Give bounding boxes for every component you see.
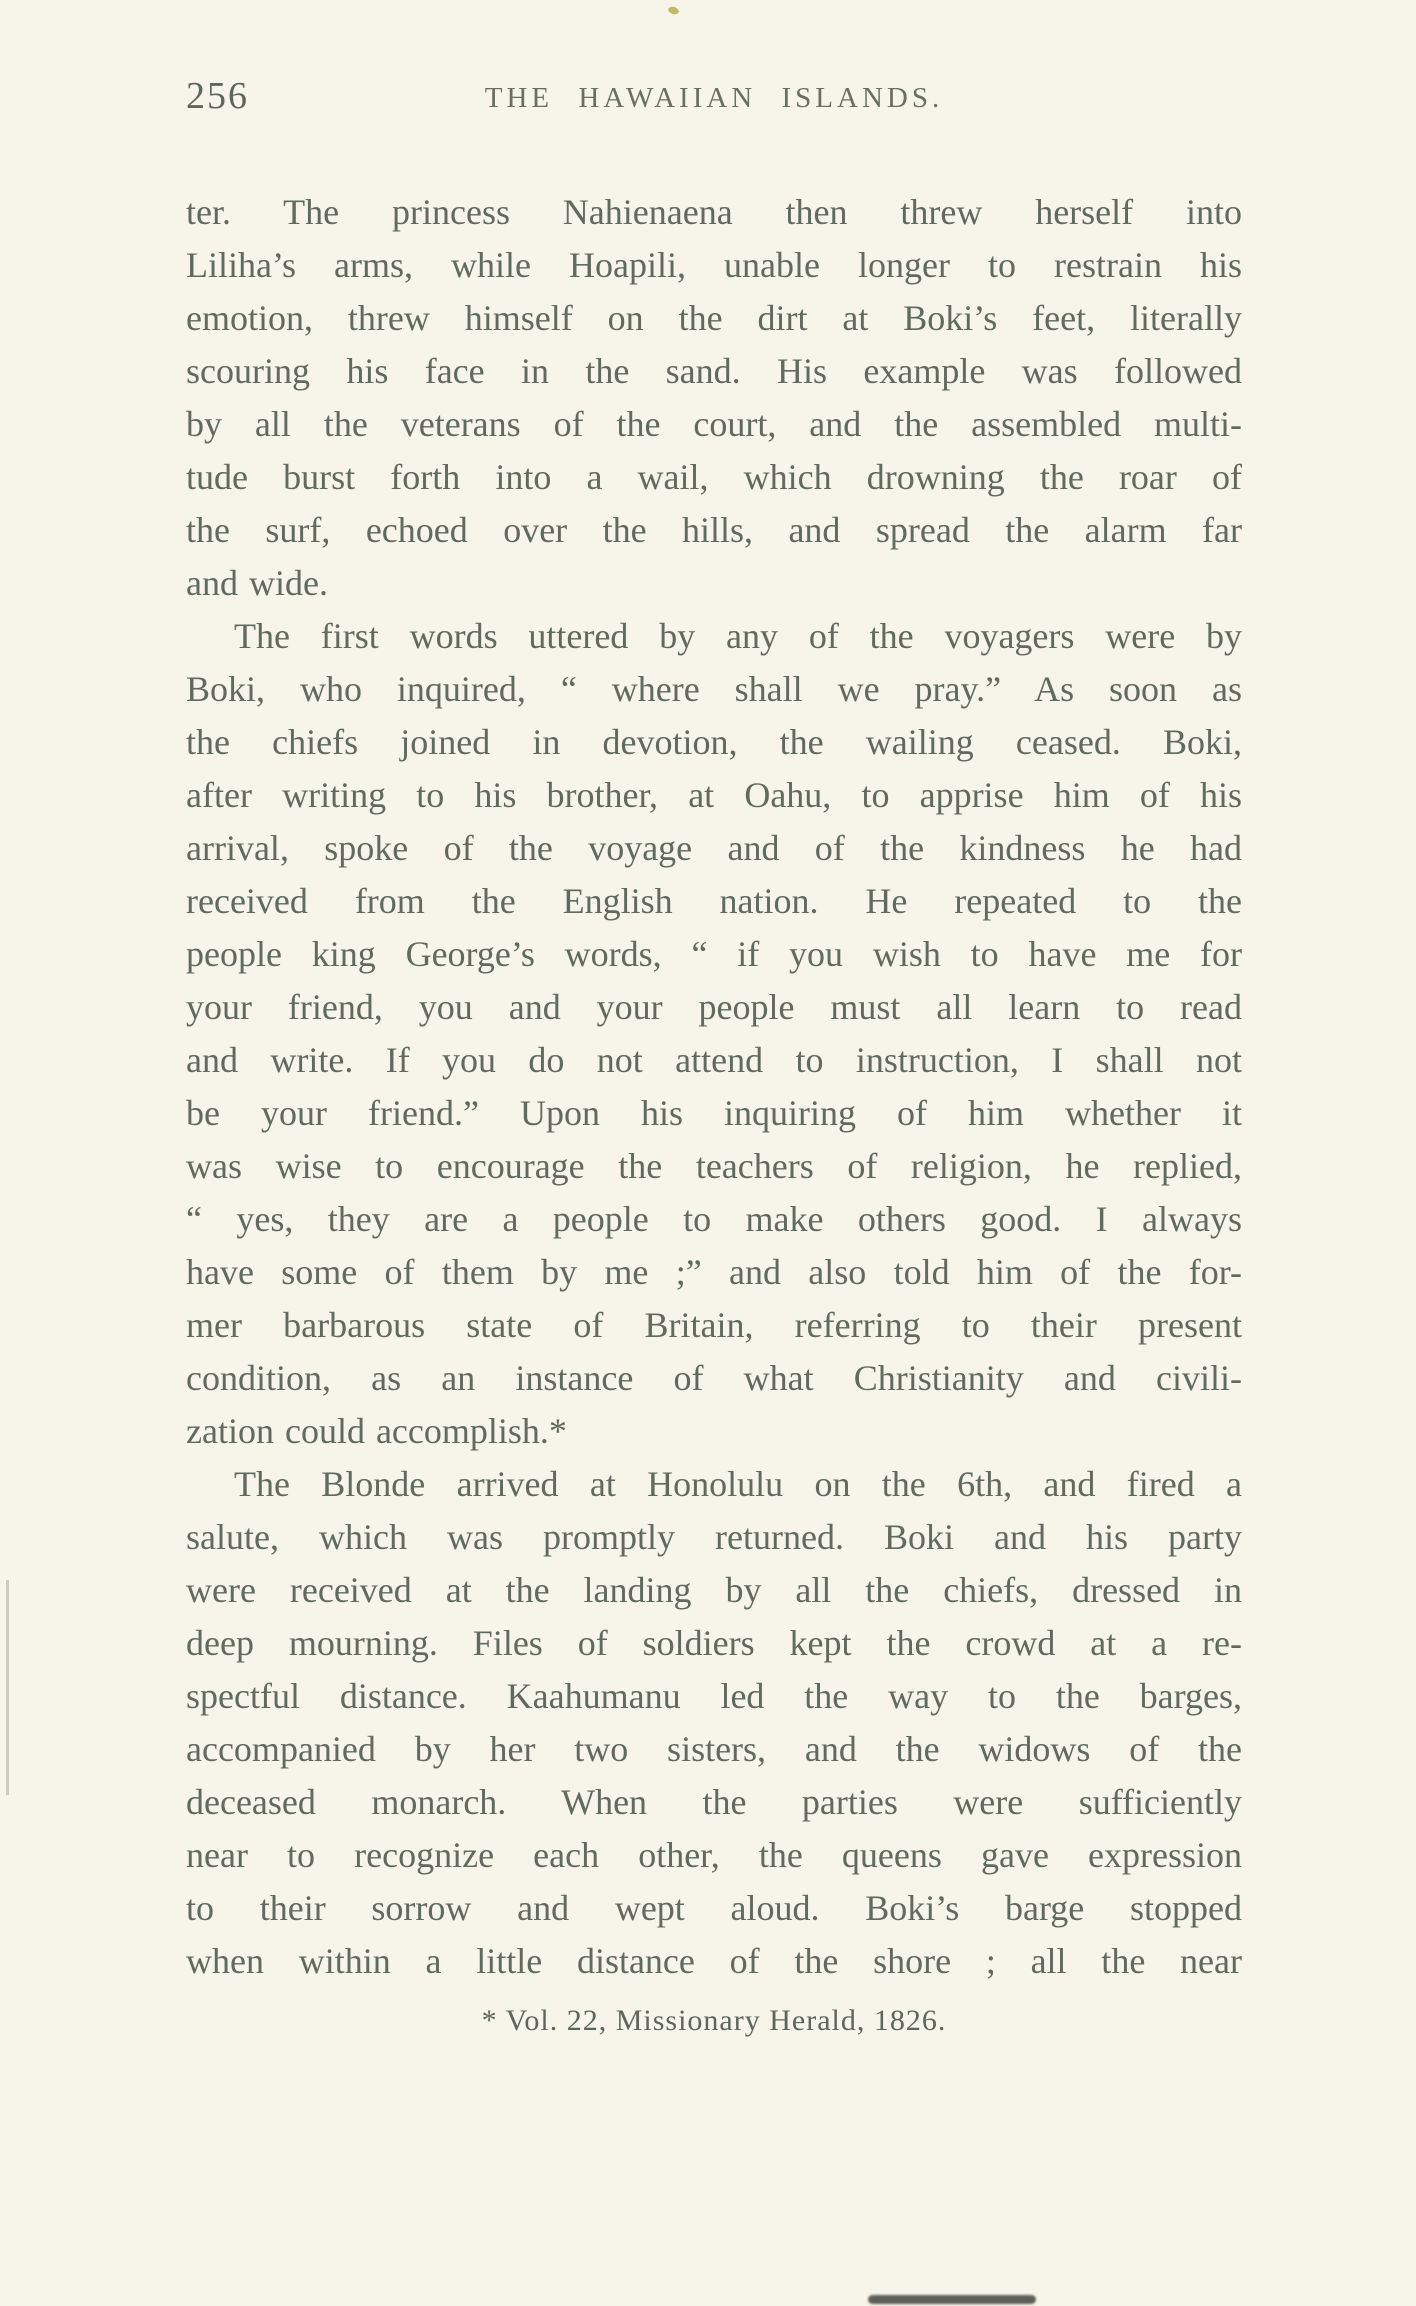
text-line: have some of them by me ;” and also told him of the for- <box>186 1252 1242 1292</box>
text-line: after writing to his brother, at Oahu, to apprise him of his <box>186 775 1242 815</box>
text-line: spectful distance. Kaahumanu led the way to the barges, <box>186 1676 1242 1716</box>
text-line: accompanied by her two sisters, and the widows of the <box>186 1729 1242 1769</box>
text-line: Liliha’s arms, while Hoapili, unable longer to restrain his <box>186 245 1242 285</box>
scan-smudge-artifact <box>868 2295 1036 2304</box>
text-line: Boki, who inquired, “ where shall we pray.” As soon as <box>186 669 1242 709</box>
text-line: The first words uttered by any of the voyagers were by <box>234 616 1242 656</box>
text-line: “ yes, they are a people to make others good. I always <box>186 1199 1242 1239</box>
footnote: * Vol. 22, Missionary Herald, 1826. <box>481 2004 947 2037</box>
text-line: arrival, spoke of the voyage and of the kindness he had <box>186 828 1242 868</box>
text-line: to their sorrow and wept aloud. Boki’s barge stopped <box>186 1888 1242 1928</box>
text-line: tude burst forth into a wail, which drowning the roar of <box>186 457 1242 497</box>
text-line: mer barbarous state of Britain, referring to their present <box>186 1305 1242 1345</box>
text-line: salute, which was promptly returned. Boki and his party <box>186 1517 1242 1557</box>
page-header <box>186 74 1242 122</box>
text-line: and write. If you do not attend to instruction, I shall not <box>186 1040 1242 1080</box>
text-line: zation could accomplish.* <box>186 1411 567 1451</box>
text-line: deep mourning. Files of soldiers kept the crowd at a re- <box>186 1623 1242 1663</box>
text-line: near to recognize each other, the queens gave expression <box>186 1835 1242 1875</box>
text-line: the chiefs joined in devotion, the wailing ceased. Boki, <box>186 722 1242 762</box>
text-line: and wide. <box>186 563 328 603</box>
text-line: emotion, threw himself on the dirt at Boki’s feet, literally <box>186 298 1242 338</box>
text-line: received from the English nation. He repeated to the <box>186 881 1242 921</box>
page-number: 256 <box>186 75 249 117</box>
text-line: was wise to encourage the teachers of religion, he replied, <box>186 1146 1242 1186</box>
text-line: when within a little distance of the shore ; all the near <box>186 1941 1242 1981</box>
text-line: your friend, you and your people must all learn to read <box>186 987 1242 1027</box>
scan-speck-artifact <box>667 5 680 15</box>
text-line: condition, as an instance of what Christianity and civili- <box>186 1358 1242 1398</box>
text-line: people king George’s words, “ if you wish to have me for <box>186 934 1242 974</box>
text-line: ter. The princess Nahienaena then threw herself into <box>186 192 1242 232</box>
scan-gutter-line-artifact <box>6 1580 9 1795</box>
running-title: THE HAWAIIAN ISLANDS. <box>484 82 944 114</box>
page-body <box>186 186 1242 1988</box>
text-line: deceased monarch. When the parties were sufficiently <box>186 1782 1242 1822</box>
text-line: were received at the landing by all the chiefs, dressed in <box>186 1570 1242 1610</box>
text-line: The Blonde arrived at Honolulu on the 6th, and fired a <box>234 1464 1242 1504</box>
text-line: be your friend.” Upon his inquiring of him whether it <box>186 1093 1242 1133</box>
text-line: by all the veterans of the court, and the assembled multi- <box>186 404 1242 444</box>
text-line: the surf, echoed over the hills, and spread the alarm far <box>186 510 1242 550</box>
text-line: scouring his face in the sand. His example was followed <box>186 351 1242 391</box>
